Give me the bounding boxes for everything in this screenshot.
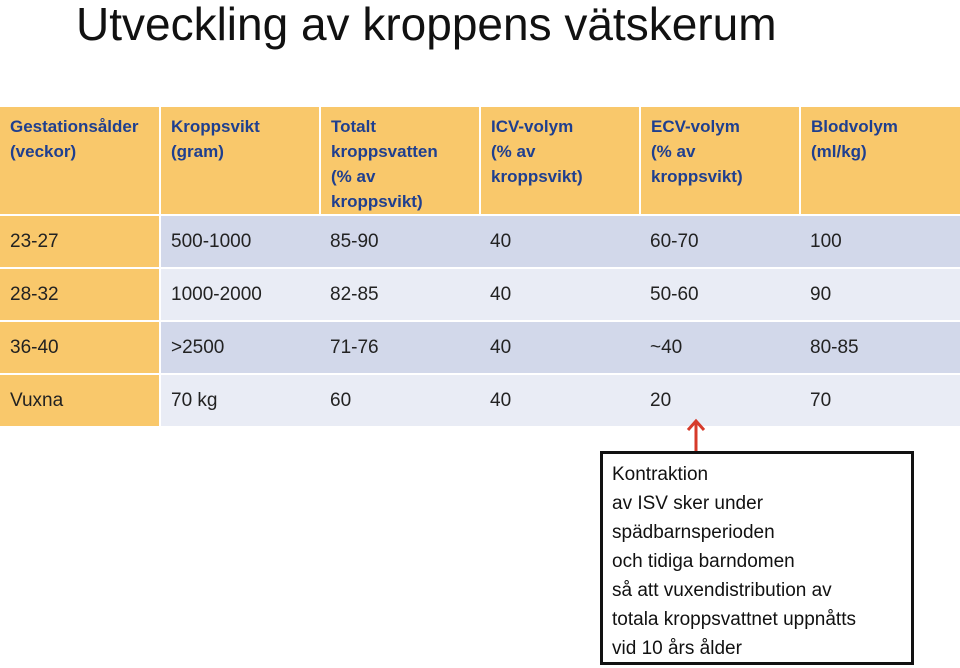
note-line: spädbarnsperioden: [612, 522, 775, 543]
cell-ecv-volume: ~40: [640, 321, 800, 374]
cell-ecv-volume: 50-60: [640, 268, 800, 321]
table-row: [0, 321, 960, 374]
up-arrow-icon: [686, 418, 706, 452]
cell-icv-volume: 40: [480, 374, 640, 426]
cell-blood-volume: 80-85: [800, 321, 960, 374]
cell-icv-volume: 40: [480, 268, 640, 321]
cell-ecv-volume: 60-70: [640, 215, 800, 268]
cell-total-body-water: 71-76: [320, 321, 480, 374]
cell-blood-volume: 100: [800, 215, 960, 268]
slide-title: Utveckling av kroppens vätskerum: [76, 0, 777, 50]
table-row: [0, 268, 960, 321]
cell-total-body-water: 85-90: [320, 215, 480, 268]
cell-blood-volume: 90: [800, 268, 960, 321]
header-total-body-water: Totalt kroppsvatten (% av kroppsvikt): [320, 107, 480, 215]
cell-total-body-water: 82-85: [320, 268, 480, 321]
fluid-compartment-table: [0, 107, 960, 426]
note-line: totala kroppsvattnet uppnåtts: [612, 609, 856, 630]
note-line: Kontraktion: [612, 464, 709, 485]
header-blood-volume: Blodvolym (ml/kg): [800, 107, 960, 215]
cell-body-weight: >2500: [160, 321, 320, 374]
header-body-weight: Kroppsvikt (gram): [160, 107, 320, 215]
header-gestational-age: Gestationsålder (veckor): [0, 107, 160, 215]
cell-gestational-age: 36-40: [0, 321, 160, 374]
cell-ecv-volume: 20: [640, 374, 800, 426]
note-line: av ISV sker under: [612, 493, 764, 514]
cell-gestational-age: Vuxna: [0, 374, 160, 426]
note-box: [600, 451, 914, 665]
cell-blood-volume: 70: [800, 374, 960, 426]
cell-icv-volume: 40: [480, 215, 640, 268]
cell-gestational-age: 23-27: [0, 215, 160, 268]
table-row: [0, 215, 960, 268]
cell-total-body-water: 60: [320, 374, 480, 426]
note-line: vid 10 års ålder: [612, 638, 742, 659]
header-icv-volume: ICV-volym (% av kroppsvikt): [480, 107, 640, 215]
cell-body-weight: 1000-2000: [160, 268, 320, 321]
note-line: så att vuxendistribution av: [612, 580, 832, 601]
cell-body-weight: 70 kg: [160, 374, 320, 426]
note-line: och tidiga barndomen: [612, 551, 795, 572]
table-header-row: [0, 107, 960, 215]
cell-icv-volume: 40: [480, 321, 640, 374]
table-row: [0, 374, 960, 426]
header-ecv-volume: ECV-volym (% av kroppsvikt): [640, 107, 800, 215]
cell-body-weight: 500-1000: [160, 215, 320, 268]
cell-gestational-age: 28-32: [0, 268, 160, 321]
